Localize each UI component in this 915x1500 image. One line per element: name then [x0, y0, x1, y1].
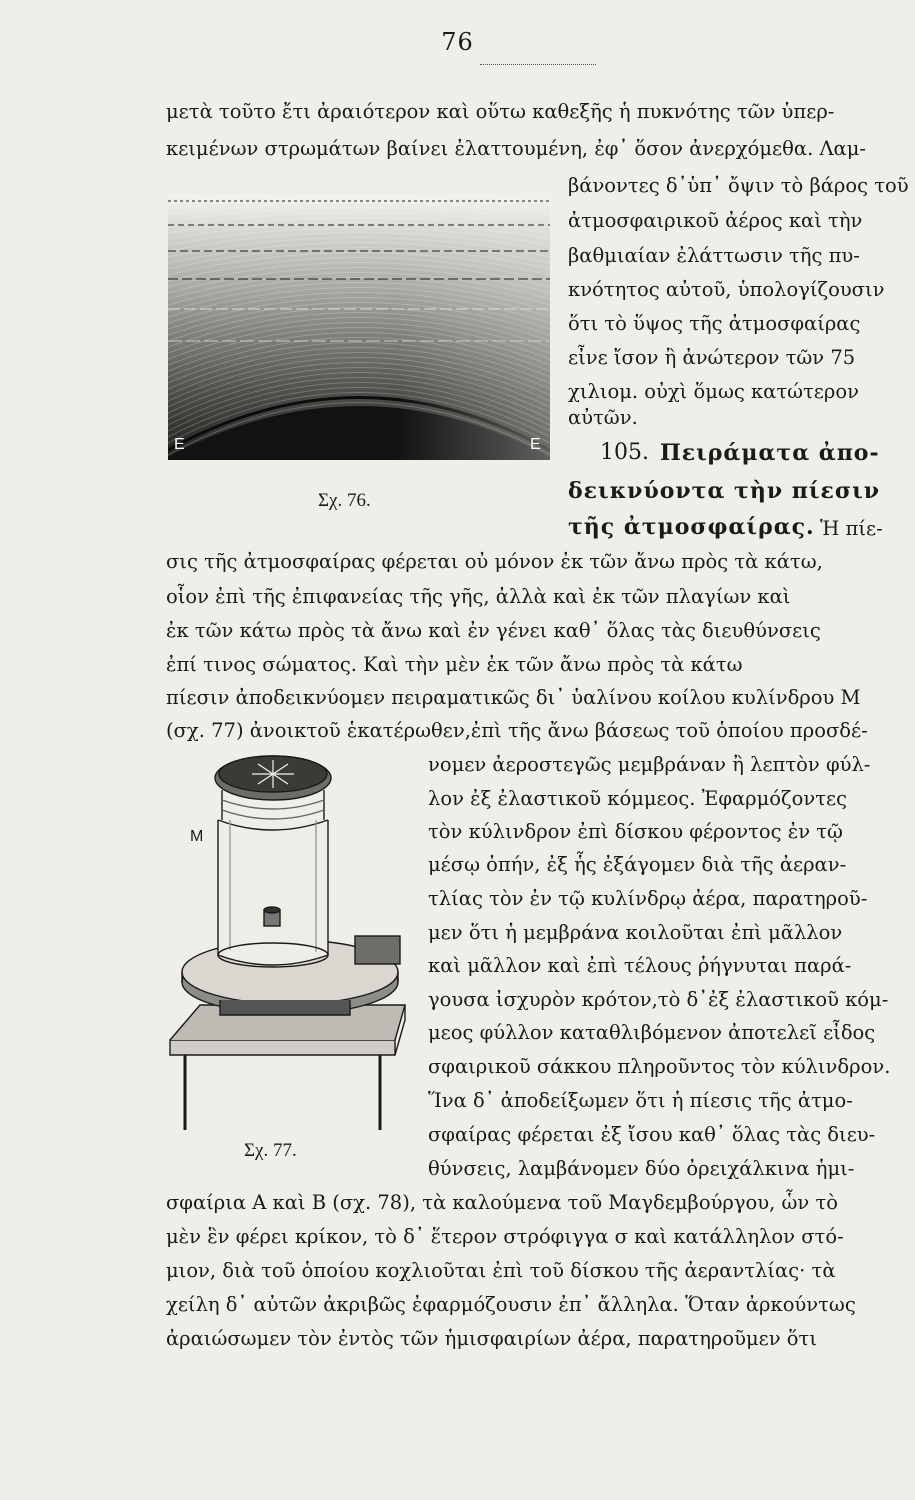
text-line: τὸν κύλινδρον ἐπὶ δίσκου φέροντος ἐν τῷ	[428, 820, 843, 843]
text-line: χιλιομ. οὐχὶ ὅμως κατώτερον	[568, 380, 859, 403]
text-line: γουσα ἰσχυρὸν κρότον,τὸ δ᾿ἐξ ἐλαστικοῦ κόμ-	[428, 988, 889, 1011]
text-line: καὶ μᾶλλον καὶ ἐπὶ τέλους ῥήγνυται παρά-	[428, 954, 852, 977]
text-line: κειμένων στρωμάτων βαίνει ἐλαττουμένη, ἐφ᾿ ὅσον ἀνερχόμεθα. Λαμ-	[166, 137, 866, 160]
text-line: Ἡ πίε-	[820, 517, 883, 540]
text-line: ἀραιώσωμεν τὸν ἐντὸς τῶν ἡμισφαιρίων ἀέρα, παρατηροῦμεν ὅτι	[166, 1327, 817, 1350]
figure-76-label-e-right: E	[530, 436, 541, 453]
text-line: μεος φύλλον καταθλιβόμενον ἀποτελεῖ εἶδος	[428, 1021, 876, 1044]
text-line: βάνοντες δ᾿ὑπ᾿ ὄψιν τὸ βάρος τοῦ	[568, 174, 909, 197]
section-title-line-2: δεικνύοντα τὴν πίεσιν	[568, 478, 881, 504]
text-line: σφαίρια Α καὶ Β (σχ. 78), τὰ καλούμενα τοῦ Μαγδεμβούργου, ὧν τὸ	[166, 1191, 839, 1214]
text-line: ἐκ τῶν κάτω πρὸς τὰ ἄνω καὶ ἐν γένει καθ᾿ ὅλας τὰς διευθύνσεις	[166, 619, 821, 642]
text-line: Ἵνα δ᾿ ἀποδείξωμεν ὅτι ἡ πίεσις τῆς ἀτμο-	[428, 1089, 853, 1112]
page-number: 76	[441, 28, 474, 56]
section-number: 105.	[600, 440, 649, 465]
text-line: τλίας τὸν ἐν τῷ κυλίνδρῳ ἀέρα, παρατηροῦ-	[428, 887, 868, 910]
figure-76-caption: Σχ. 76.	[318, 490, 371, 511]
text-line: σφαίρας φέρεται ἐξ ἴσου καθ᾿ ὅλας τὰς διευ-	[428, 1123, 876, 1146]
text-line: σφαιρικοῦ σάκκου πληροῦντος τὸν κύλινδρον.	[428, 1055, 891, 1078]
text-line: χείλη δ᾿ αὐτῶν ἀκριβῶς ἐφαρμόζουσιν ἐπ᾿ ἄλληλα. Ὅταν ἀρκούντως	[166, 1293, 856, 1316]
text-line: πίεσιν ἀποδεικνύομεν πειραματικῶς δι᾿ ὑαλίνου κοίλου κυλίνδρου Μ	[166, 686, 861, 709]
text-line: μιον, διὰ τοῦ ὁποίου κοχλιοῦται ἐπὶ τοῦ δίσκου τῆς ἀεραντλίας· τὰ	[166, 1259, 836, 1282]
figure-77-label-m: M	[190, 828, 204, 845]
text-line: λον ἐξ ἐλαστικοῦ κόμμεος. Ἐφαρμόζοντες	[428, 787, 848, 810]
text-line: ὅτι τὸ ὕψος τῆς ἀτμοσφαίρας	[568, 312, 861, 335]
text-line: (σχ. 77) ἀνοικτοῦ ἑκατέρωθεν,ἐπὶ τῆς ἄνω βάσεως τοῦ ὁποίου προσδέ-	[166, 719, 868, 742]
figure-76-atmosphere-layers	[168, 195, 550, 460]
text-line: ἐπί τινος σώματος. Καὶ τὴν μὲν ἐκ τῶν ἄνω πρὸς τὰ κάτω	[166, 653, 743, 676]
text-line: θύνσεις, λαμβάνομεν δύο ὀρειχάλκινα ἡμι-	[428, 1157, 855, 1180]
text-line: κνότητος αὐτοῦ, ὑπολογίζουσιν	[568, 278, 885, 301]
text-line: νομεν ἀεροστεγῶς μεμβράναν ἢ λεπτὸν φύλ-	[428, 753, 871, 776]
header-rule	[480, 64, 596, 65]
text-line: εἶνε ἴσον ἢ ἀνώτερον τῶν 75	[568, 346, 856, 369]
text-line: οἷον ἐπὶ τῆς ἐπιφανείας τῆς γῆς, ἀλλὰ καὶ ἐκ τῶν πλαγίων καὶ	[166, 585, 791, 608]
text-line: σις τῆς ἀτμοσφαίρας φέρεται οὐ μόνον ἐκ τῶν ἄνω πρὸς τὰ κάτω,	[166, 550, 823, 573]
section-title-line-3: τῆς ἀτμοσφαίρας.	[568, 514, 815, 540]
text-line: μέσῳ ὀπήν, ἐξ ἧς ἐξάγομεν διὰ τῆς ἀεραν-	[428, 853, 847, 876]
section-title-line-1: Πειράματα ἀπο-	[660, 440, 880, 466]
text-line: βαθμιαίαν ἐλάττωσιν τῆς πυ-	[568, 244, 860, 267]
text-line: μεν ὅτι ἡ μεμβράνα κοιλοῦται ἐπὶ μᾶλλον	[428, 921, 843, 944]
text-line: ἀτμοσφαιρικοῦ ἀέρος καὶ τὴν	[568, 209, 863, 232]
figure-76-label-e-left: E	[174, 436, 185, 453]
text-line: αὐτῶν.	[568, 406, 638, 429]
figure-77-cylinder-apparatus	[160, 750, 410, 1130]
text-line: μετὰ τοῦτο ἔτι ἀραιότερον καὶ οὕτω καθεξῆς ἡ πυκνότης τῶν ὑπερ-	[166, 100, 835, 123]
text-line: μὲν ἓν φέρει κρίκον, τὸ δ᾿ ἕτερον στρόφιγγα σ καὶ κατάλληλον στό-	[166, 1225, 844, 1248]
figure-77-caption: Σχ. 77.	[244, 1140, 297, 1161]
